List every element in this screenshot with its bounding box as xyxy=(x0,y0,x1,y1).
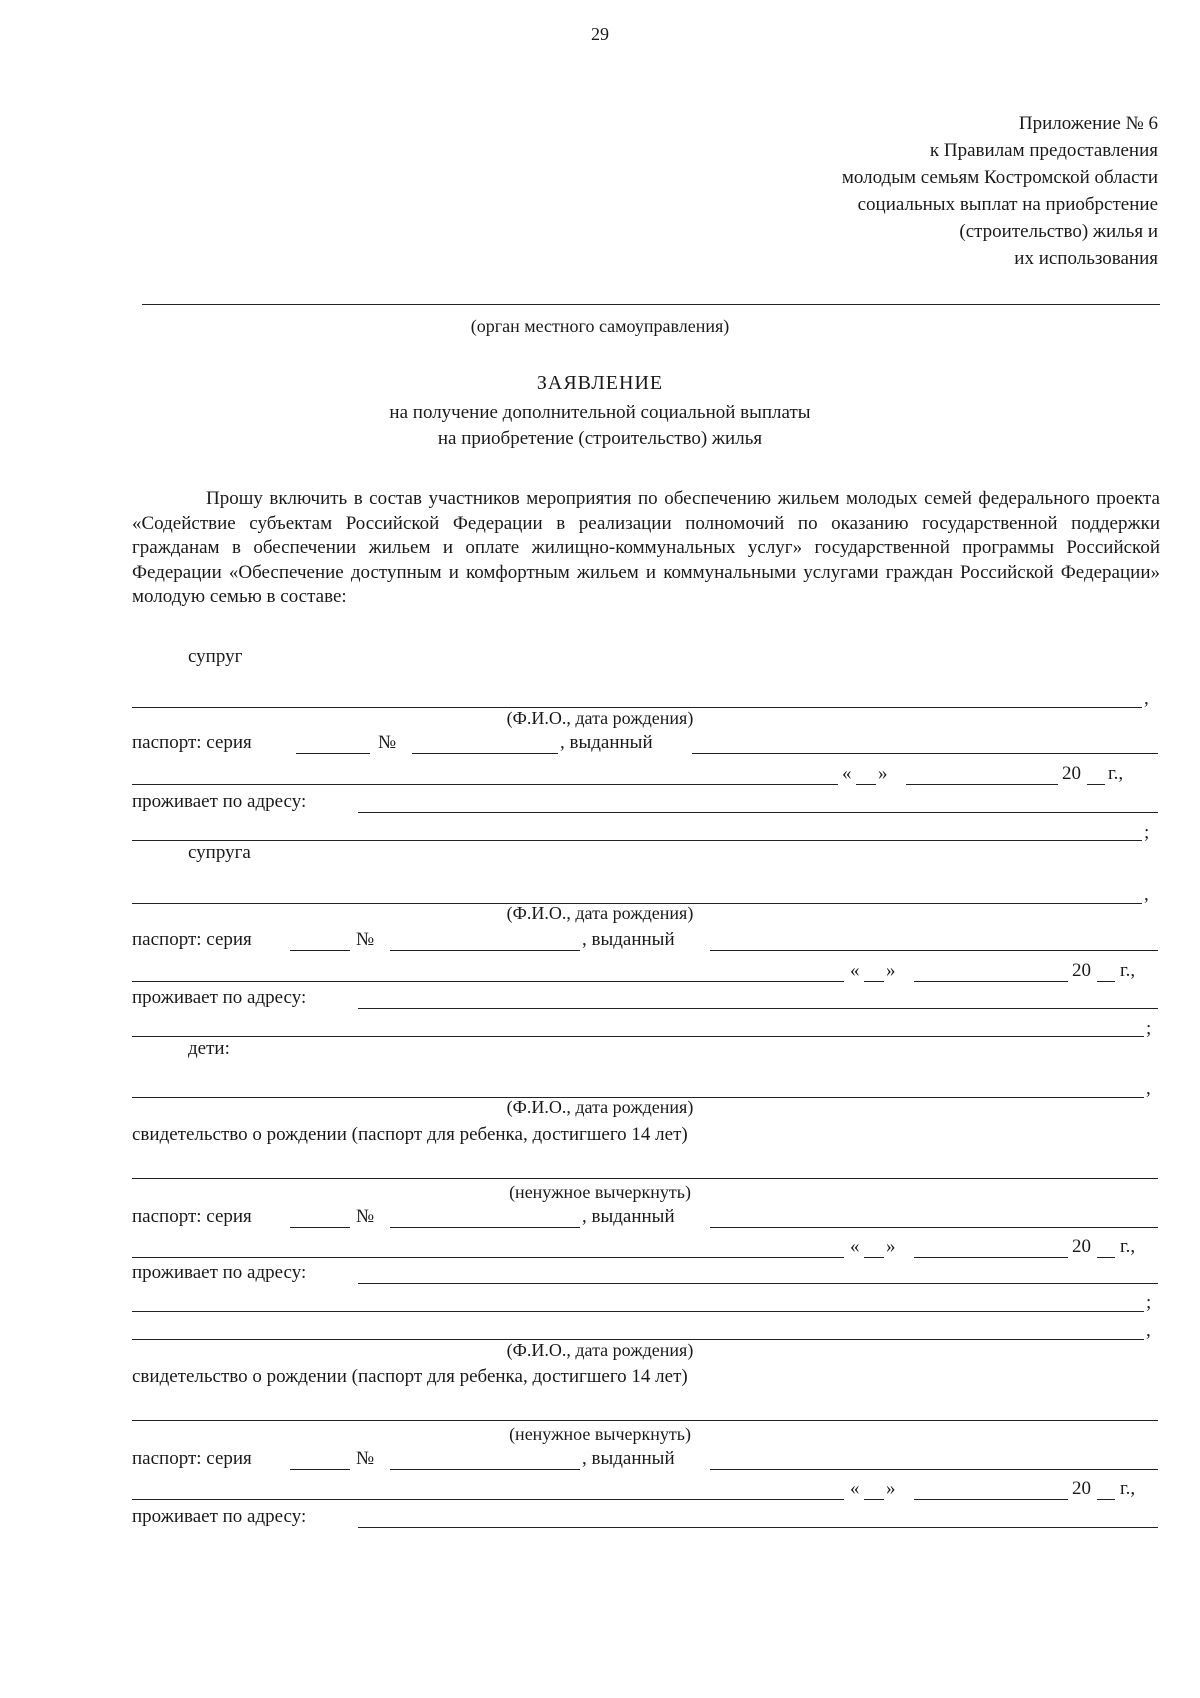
passport-number-field[interactable] xyxy=(390,1227,580,1228)
header-line: к Правилам предоставления xyxy=(929,140,1158,161)
issued-by-field-2[interactable] xyxy=(132,1257,844,1258)
address-field-2[interactable] xyxy=(132,840,1142,841)
address-field[interactable] xyxy=(358,1008,1158,1009)
issued-label: , выданный xyxy=(560,732,653,753)
header-line: социальных выплат на приобрстение xyxy=(857,194,1158,215)
passport-series-label: паспорт: серия xyxy=(132,1448,252,1469)
month-field[interactable] xyxy=(914,1257,1068,1258)
lives-at-label: проживает по адресу: xyxy=(132,987,307,1008)
birth-certificate-label: свидетельство о рождении (паспорт для ребенка, достигшего 14 лет) xyxy=(132,1366,688,1387)
semicolon: ; xyxy=(1144,822,1150,843)
year-field[interactable] xyxy=(1087,784,1105,785)
year-prefix: 20 xyxy=(1072,960,1091,981)
day-field[interactable] xyxy=(864,1499,884,1500)
passport-series-field[interactable] xyxy=(290,950,350,951)
day-field[interactable] xyxy=(864,981,884,982)
year-prefix: 20 xyxy=(1062,763,1081,784)
issued-label: , выданный xyxy=(582,1448,675,1469)
year-suffix: г., xyxy=(1120,1478,1136,1499)
year-prefix: 20 xyxy=(1072,1478,1091,1499)
issued-by-field-2[interactable] xyxy=(132,981,844,982)
day-field[interactable] xyxy=(856,784,876,785)
date-open-quote: « xyxy=(842,763,852,784)
birth-certificate-field[interactable] xyxy=(132,1420,1158,1421)
year-field[interactable] xyxy=(1097,981,1115,982)
address-field-2[interactable] xyxy=(132,1036,1144,1037)
year-prefix: 20 xyxy=(1072,1236,1091,1257)
number-sign: № xyxy=(356,1206,375,1227)
passport-series-label: паспорт: серия xyxy=(132,1206,252,1227)
month-field[interactable] xyxy=(914,1499,1068,1500)
cross-out-caption: (ненужное вычеркнуть) xyxy=(509,1182,691,1202)
authority-caption: (орган местного самоуправления) xyxy=(470,316,730,336)
header-line: их использования xyxy=(1014,248,1158,269)
header-line: (строительство) жилья и xyxy=(959,221,1158,242)
address-field[interactable] xyxy=(358,1527,1158,1528)
number-sign: № xyxy=(378,732,397,753)
issued-label: , выданный xyxy=(582,1206,675,1227)
spouse-male-label: супруг xyxy=(188,646,243,667)
year-suffix: г., xyxy=(1120,960,1136,981)
date-close-quote: » xyxy=(878,763,888,784)
address-field[interactable] xyxy=(358,812,1158,813)
issued-by-field[interactable] xyxy=(710,1469,1158,1470)
header-line: молодым семьям Костромской области xyxy=(841,167,1158,188)
issued-by-field-2[interactable] xyxy=(132,784,838,785)
semicolon: ; xyxy=(1146,1292,1152,1313)
number-sign: № xyxy=(356,929,375,950)
date-close-quote: » xyxy=(886,960,896,981)
comma: , xyxy=(1144,688,1149,709)
comma: , xyxy=(1146,1320,1151,1341)
month-field[interactable] xyxy=(906,784,1058,785)
month-field[interactable] xyxy=(914,981,1068,982)
passport-series-field[interactable] xyxy=(290,1469,350,1470)
passport-series-field[interactable] xyxy=(290,1227,350,1228)
date-close-quote: » xyxy=(886,1236,896,1257)
comma: , xyxy=(1146,1078,1151,1099)
date-open-quote: « xyxy=(850,1236,860,1257)
document-subtitle: на получение дополнительной социальной выплаты xyxy=(389,402,811,423)
semicolon: ; xyxy=(1146,1018,1152,1039)
address-field[interactable] xyxy=(358,1283,1158,1284)
children-label: дети: xyxy=(188,1038,230,1059)
comma: , xyxy=(1144,884,1149,905)
fio-caption: (Ф.И.О., дата рождения) xyxy=(506,1097,694,1117)
date-open-quote: « xyxy=(850,1478,860,1499)
issued-by-field[interactable] xyxy=(710,1227,1158,1228)
application-body xyxy=(132,487,1160,610)
year-suffix: г., xyxy=(1120,1236,1136,1257)
cross-out-caption: (ненужное вычеркнуть) xyxy=(509,1424,691,1444)
appendix-header xyxy=(638,110,1158,272)
passport-number-field[interactable] xyxy=(390,1469,580,1470)
passport-number-field[interactable] xyxy=(412,753,558,754)
fio-caption: (Ф.И.О., дата рождения) xyxy=(506,708,694,728)
page-number: 29 xyxy=(591,24,609,44)
spouse-female-label: супруга xyxy=(188,842,251,863)
day-field[interactable] xyxy=(864,1257,884,1258)
fio-caption: (Ф.И.О., дата рождения) xyxy=(506,903,694,923)
document-subtitle: на приобретение (строительство) жилья xyxy=(437,428,763,449)
passport-series-label: паспорт: серия xyxy=(132,929,252,950)
issued-label: , выданный xyxy=(582,929,675,950)
year-suffix: г., xyxy=(1108,763,1124,784)
document-title: ЗАЯВЛЕНИЕ xyxy=(536,372,664,394)
passport-series-label: паспорт: серия xyxy=(132,732,252,753)
lives-at-label: проживает по адресу: xyxy=(132,1506,307,1527)
address-field-2[interactable] xyxy=(132,1311,1144,1312)
fio-caption: (Ф.И.О., дата рождения) xyxy=(506,1340,694,1360)
passport-series-field[interactable] xyxy=(296,753,370,754)
authority-field-line[interactable] xyxy=(142,304,1160,305)
issued-by-field-2[interactable] xyxy=(132,1499,844,1500)
year-field[interactable] xyxy=(1097,1499,1115,1500)
passport-number-field[interactable] xyxy=(390,950,580,951)
date-open-quote: « xyxy=(850,960,860,981)
issued-by-field[interactable] xyxy=(692,753,1158,754)
lives-at-label: проживает по адресу: xyxy=(132,791,307,812)
application-text: Прошу включить в состав участников мероприятия по обеспечению жильем молодых семей федерального проекта «Содействие субъектам Российской Федерации в реализации полномочий по оказанию государственной поддержки гражданам в обеспечении жильем и оплате жилищно-коммунальных услуг» государственной программы Российской Федерации «Обеспечение доступным и комфортным жильем и коммунальными услугами граждан Российской Федерации» молодую семью в составе: xyxy=(132,488,1160,607)
number-sign: № xyxy=(356,1448,375,1469)
header-line: Приложение № 6 xyxy=(1018,113,1158,134)
year-field[interactable] xyxy=(1097,1257,1115,1258)
issued-by-field[interactable] xyxy=(710,950,1158,951)
lives-at-label: проживает по адресу: xyxy=(132,1262,307,1283)
birth-certificate-label: свидетельство о рождении (паспорт для ребенка, достигшего 14 лет) xyxy=(132,1124,688,1145)
birth-certificate-field[interactable] xyxy=(132,1178,1158,1179)
date-close-quote: » xyxy=(886,1478,896,1499)
